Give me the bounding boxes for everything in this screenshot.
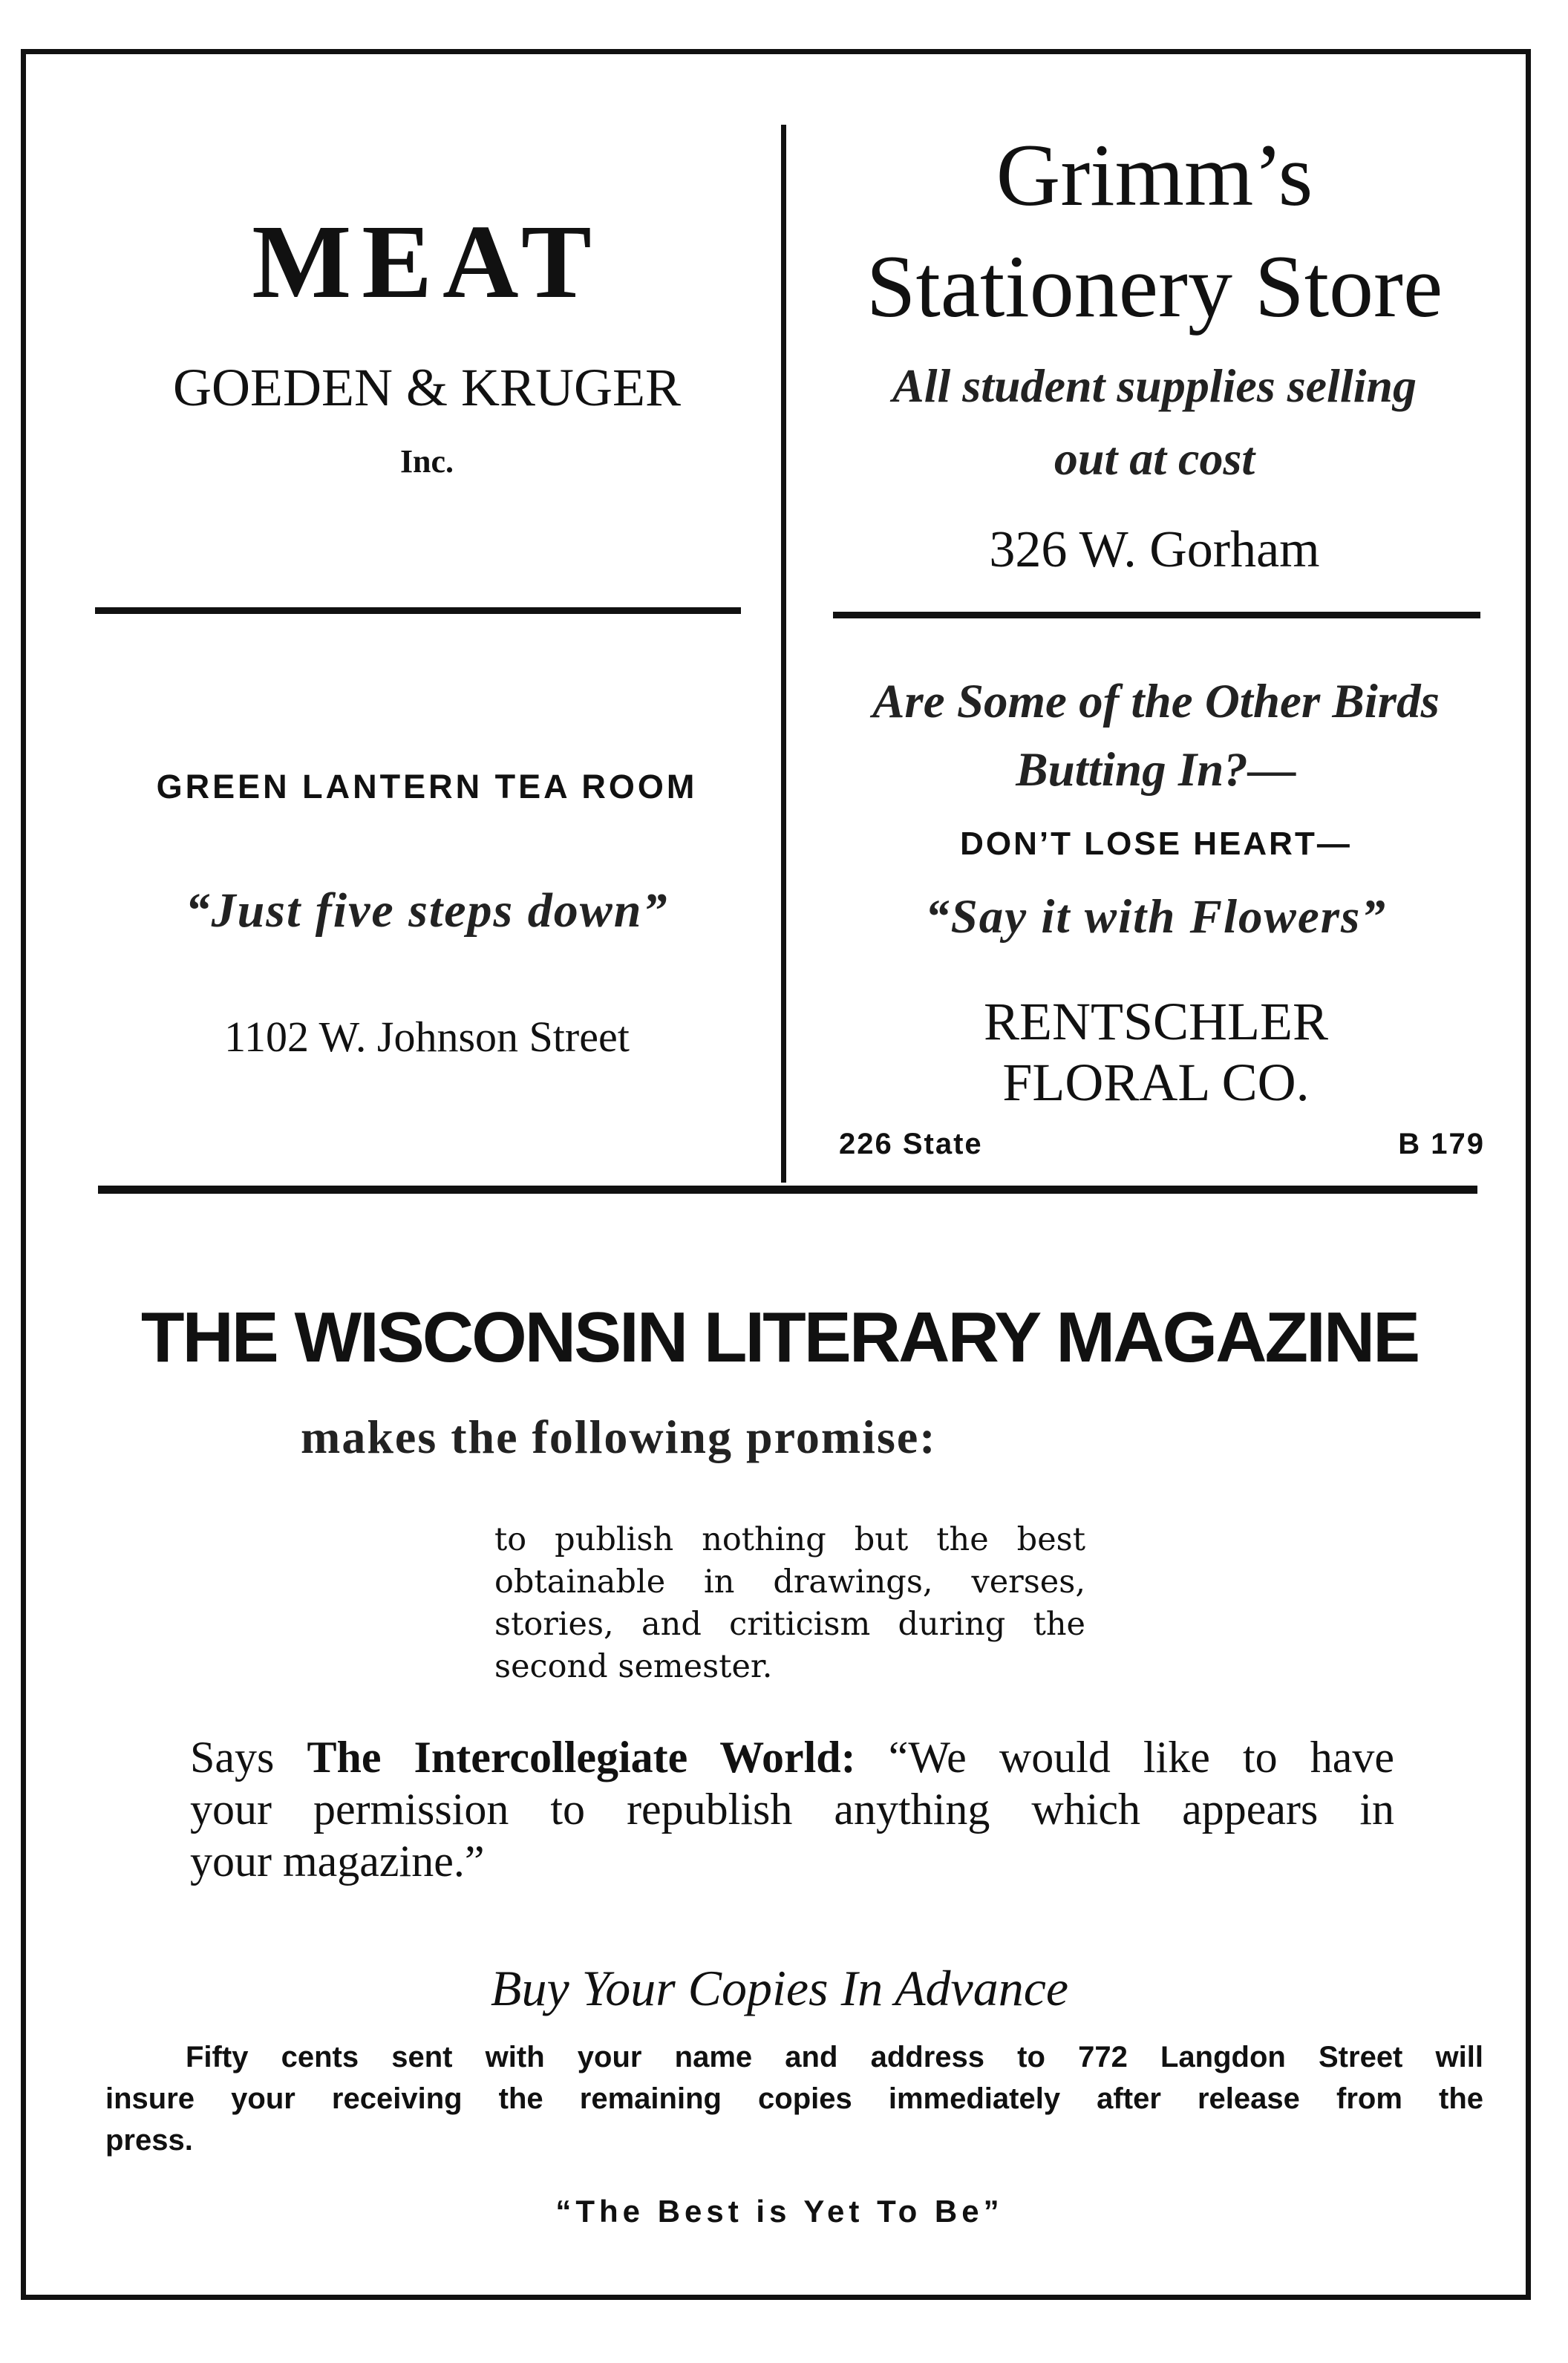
florist-slogan: “Say it with Flowers”	[925, 890, 1387, 944]
grimms-title-line1: Grimm’s	[996, 125, 1313, 224]
offer-line1: Fifty cents sent with your name and address to 772 Langdon Street will	[186, 2041, 1483, 2073]
quote-line1	[190, 1731, 1394, 1783]
ads-bottom-divider	[98, 1186, 1477, 1194]
offer-line2: insure your receiving the remaining copies immediately after release from the	[105, 2082, 1483, 2115]
quote-text-start: “We would like to have	[855, 1733, 1394, 1782]
tea-room-address: 1102 W. Johnson Street	[224, 1013, 630, 1061]
grimms-tagline-line1: All student supplies selling	[892, 359, 1417, 412]
magazine-title: THE WISCONSIN LITERARY MAGAZINE	[140, 1298, 1419, 1377]
magazine-motto: “The Best is Yet To Be”	[555, 2194, 1004, 2229]
left-ad-divider	[95, 607, 741, 614]
magazine-subtitle: makes the following promise:	[301, 1411, 937, 1463]
florist-headline-line2: Butting In?—	[1016, 743, 1296, 797]
meat-company: GOEDEN & KRUGER	[173, 358, 681, 417]
florist-address: 226 State	[839, 1128, 983, 1160]
quote-says: Says	[190, 1733, 307, 1782]
florist-headline-line1: Are Some of the Other Birds	[872, 675, 1440, 728]
grimms-address: 326 W. Gorham	[989, 521, 1320, 578]
quote-source: The Intercollegiate World:	[307, 1733, 856, 1782]
tea-room-name: GREEN LANTERN TEA ROOM	[156, 768, 698, 805]
florist-company-line1: RENTSCHLER	[983, 992, 1329, 1051]
tea-room-slogan: “Just five steps down”	[185, 883, 669, 938]
offer-line3: press.	[105, 2124, 193, 2157]
meat-company-suffix: Inc.	[399, 443, 454, 480]
column-divider	[781, 125, 786, 1183]
florist-subhead: DON’T LOSE HEART—	[960, 826, 1352, 862]
meat-heading: MEAT	[252, 203, 602, 320]
promise-line: to publish nothing but the best	[494, 1521, 1085, 1558]
promise-line: obtainable in drawings, verses,	[494, 1563, 1085, 1601]
quote-line3: your magazine.”	[190, 1837, 485, 1886]
right-ad-divider	[833, 612, 1480, 618]
buy-heading: Buy Your Copies In Advance	[490, 1960, 1069, 2016]
grimms-tagline-line2: out at cost	[1054, 432, 1255, 485]
promise-line: second semester.	[494, 1648, 773, 1685]
promise-line: stories, and criticism during the	[494, 1606, 1085, 1643]
quote-line2: your permission to republish anything which appears in	[190, 1785, 1394, 1834]
florist-company-line2: FLORAL CO.	[1002, 1053, 1310, 1112]
florist-phone: B 179	[1398, 1128, 1485, 1160]
grimms-title-line2: Stationery Store	[866, 237, 1443, 336]
